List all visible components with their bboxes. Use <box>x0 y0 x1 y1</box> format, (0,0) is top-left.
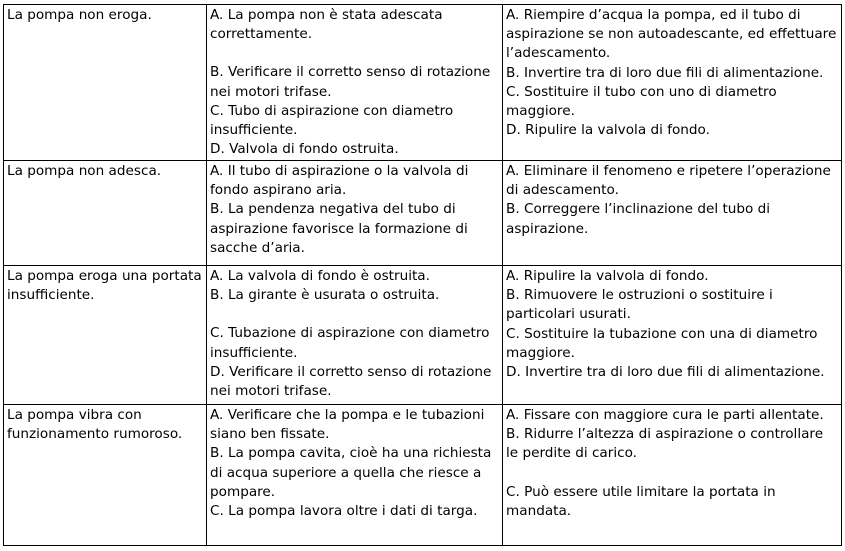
cause-item: C. La pompa lavora oltre i dati di targa. <box>210 503 478 520</box>
cause-item: D. Verificare il corretto senso di rotazione nei motori trifase. <box>210 363 492 400</box>
remedy-item: B. Rimuovere le ostruzioni o sostituire i particolari usurati. <box>506 287 773 323</box>
problem-cell: La pompa eroga una portata insufficiente. <box>4 266 207 405</box>
remedies-cell <box>503 266 842 405</box>
cause-item: C. Tubazione di aspirazione con diametro insufficiente. <box>210 325 490 361</box>
cause-item: C. Tubo di aspirazione con diametro insufficiente. <box>210 102 454 139</box>
remedy-item: C. Sostituire il tubo con uno di diametro maggiore. <box>506 83 777 120</box>
remedy-item: B. Ridurre l’altezza di aspirazione o controllare le perdite di carico. <box>506 426 824 462</box>
cause-item <box>210 44 500 63</box>
remedy-item: B. Correggere l’inclinazione del tubo di aspirazione. <box>506 201 771 237</box>
cause-item <box>210 305 500 324</box>
table-row <box>4 161 842 266</box>
table-row <box>4 405 842 546</box>
causes-cell <box>207 405 503 546</box>
remedy-item: A. Ripulire la valvola di fondo. <box>506 268 709 284</box>
remedy-item <box>506 464 839 483</box>
causes-cell <box>207 161 503 266</box>
table-row <box>4 5 842 161</box>
problem-cell: La pompa non adesca. <box>4 161 207 266</box>
cause-item: B. La pendenza negativa del tubo di aspirazione favorisce la formazione di sacche d’aria. <box>210 201 468 256</box>
remedy-item: B. Invertire tra di loro due fili di alimentazione. <box>506 64 824 81</box>
remedy-item: A. Riempire d’acqua la pompa, ed il tubo di aspirazione se non autoadescante, ed effettuare l’adescamento. <box>506 7 837 62</box>
causes-cell <box>207 266 503 405</box>
cause-item: A. Verificare che la pompa e le tubazioni siano ben fissate. <box>210 407 485 443</box>
problem-cell: La pompa non eroga. <box>4 5 207 161</box>
cause-item: B. La girante è usurata o ostruita. <box>210 287 440 304</box>
remedy-item: A. Eliminare il fenomeno e ripetere l’operazione di adescamento. <box>506 163 831 199</box>
remedy-item: D. Invertire tra di loro due fili di alimentazione. <box>506 364 825 381</box>
cause-item: B. Verificare il corretto senso di rotazione nei motori trifase. <box>210 64 491 100</box>
remedy-item: C. Può essere utile limitare la portata in mandata. <box>506 483 776 519</box>
remedies-cell <box>503 161 842 266</box>
remedy-item: C. Sostituire la tubazione con una di diametro maggiore. <box>506 325 818 361</box>
cause-item: A. Il tubo di aspirazione o la valvola di fondo aspirano aria. <box>210 163 469 199</box>
table-body <box>4 5 842 546</box>
problem-cell: La pompa vibra con funzionamento rumoroso. <box>4 405 207 546</box>
remedies-cell <box>503 405 842 546</box>
remedies-cell <box>503 5 842 161</box>
remedy-item: A. Fissare con maggiore cura le parti allentate. <box>506 407 824 423</box>
cause-item: D. Valvola di fondo ostruita. <box>210 141 399 158</box>
remedy-item: D. Ripulire la valvola di fondo. <box>506 122 710 139</box>
troubleshooting-table <box>3 4 842 546</box>
table-row <box>4 266 842 405</box>
causes-cell <box>207 5 503 161</box>
cause-item: A. La valvola di fondo è ostruita. <box>210 268 430 284</box>
cause-item: B. La pompa cavita, cioè ha una richiesta di acqua superiore a quella che riesce a pompare. <box>210 445 492 500</box>
cause-item: A. La pompa non è stata adescata correttamente. <box>210 7 443 43</box>
